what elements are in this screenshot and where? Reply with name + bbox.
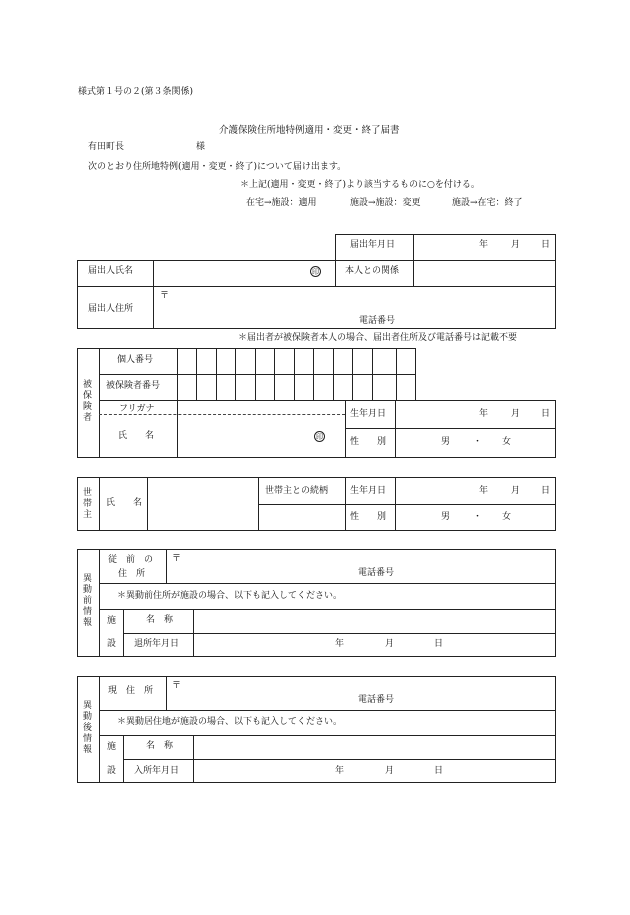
before-exit-date-label: 退所年月日 [134, 639, 180, 649]
household-birth-year[interactable]: 年 [479, 486, 489, 496]
insured-number-label: 被保険者番号 [106, 381, 161, 391]
household-relation-label: 世帯主との続柄 [265, 486, 329, 496]
household-sex-label: 性 別 [350, 512, 387, 522]
rule-change: 施設→施設：変更 [350, 198, 421, 208]
before-section-label: 異動前情報 [82, 574, 92, 628]
before-postal-mark: 〒 [172, 554, 182, 564]
insured-sex-female[interactable]: 女 [502, 437, 512, 447]
insured-birth-year[interactable]: 年 [479, 409, 489, 419]
notify-date-month[interactable]: 月 [511, 240, 521, 250]
notifier-phone-label: 電話番号 [359, 316, 396, 326]
addressee: 有田町長 [88, 142, 125, 152]
notify-date-day[interactable]: 日 [541, 240, 551, 250]
notifier-name-label: 届出人氏名 [88, 266, 134, 276]
after-entry-month[interactable]: 月 [385, 766, 395, 776]
household-name-label: 氏 名 [106, 498, 143, 508]
household-sex-male[interactable]: 男 [441, 512, 451, 522]
after-facility-label-2: 設 [107, 766, 117, 776]
household-birth-day[interactable]: 日 [541, 486, 551, 496]
insured-birth-label: 生年月日 [350, 409, 387, 419]
household-sex-dot: ・ [473, 512, 483, 522]
personal-number-label: 個人番号 [117, 355, 154, 365]
before-exit-day[interactable]: 日 [434, 639, 444, 649]
addressee-honorific: 様 [196, 142, 206, 152]
before-facility-note: ＊異動前住所が施設の場合、以下も記入してください。 [117, 591, 343, 601]
after-entry-year[interactable]: 年 [335, 766, 345, 776]
after-facility-name-label: 名 称 [146, 741, 174, 751]
current-address-label: 現 住 所 [108, 686, 154, 696]
household-birth-month[interactable]: 月 [511, 486, 521, 496]
after-postal-mark: 〒 [172, 681, 182, 691]
insured-birth-month[interactable]: 月 [511, 409, 521, 419]
insured-sex-dot: ・ [473, 437, 483, 447]
insured-sex-male[interactable]: 男 [441, 437, 451, 447]
household-birth-label: 生年月日 [350, 486, 387, 496]
before-address-label-1: 従 前 の [108, 555, 154, 565]
before-exit-year[interactable]: 年 [335, 639, 345, 649]
intro-text: 次のとおり住所地特例(適用・変更・終了)について届け出ます。 [88, 162, 347, 172]
after-entry-day[interactable]: 日 [434, 766, 444, 776]
form-number: 様式第１号の２(第３条関係) [78, 87, 194, 97]
insured-section-label: 被保険者 [82, 380, 92, 423]
insured-name-label: 氏 名 [118, 431, 155, 441]
after-facility-label-1: 施 [107, 742, 117, 752]
form-title: 介護保険住所地特例適用・変更・終了届書 [219, 125, 400, 136]
notifier-note: ＊届出者が被保険者本人の場合、届出者住所及び電話番号は記載不要 [238, 333, 518, 343]
insured-birth-day[interactable]: 日 [541, 409, 551, 419]
after-phone-label: 電話番号 [358, 695, 395, 705]
notifier-seal-mark: 印 [312, 268, 319, 276]
household-section-label: 世帯主 [82, 488, 92, 520]
postal-mark: 〒 [160, 291, 170, 301]
after-facility-note: ＊異動居住地が施設の場合、以下も記入してください。 [117, 717, 343, 727]
insured-seal-mark: 印 [316, 433, 323, 441]
furigana-label: フリガナ [119, 404, 155, 414]
before-address-label-2: 住 所 [118, 569, 146, 579]
before-facility-label-1: 施 [107, 616, 117, 626]
before-facility-label-2: 設 [107, 639, 117, 649]
before-phone-label: 電話番号 [358, 568, 395, 578]
selection-note: ＊上記(適用・変更・終了)より該当するものに○を付ける。 [240, 180, 480, 190]
notify-date-label: 届出年月日 [350, 240, 396, 250]
household-sex-female[interactable]: 女 [502, 512, 512, 522]
insured-sex-label: 性 別 [350, 437, 387, 447]
before-facility-name-label: 名 称 [146, 615, 174, 625]
after-entry-date-label: 入所年月日 [134, 766, 180, 776]
notifier-address-label: 届出人住所 [88, 304, 134, 314]
before-exit-month[interactable]: 月 [385, 639, 395, 649]
rule-end: 施設→在宅：終了 [452, 198, 523, 208]
relation-label: 本人との関係 [345, 266, 400, 276]
notify-date-year[interactable]: 年 [479, 240, 489, 250]
rule-apply: 在宅→施設：適用 [246, 198, 317, 208]
after-section-label: 異動後情報 [82, 701, 92, 755]
